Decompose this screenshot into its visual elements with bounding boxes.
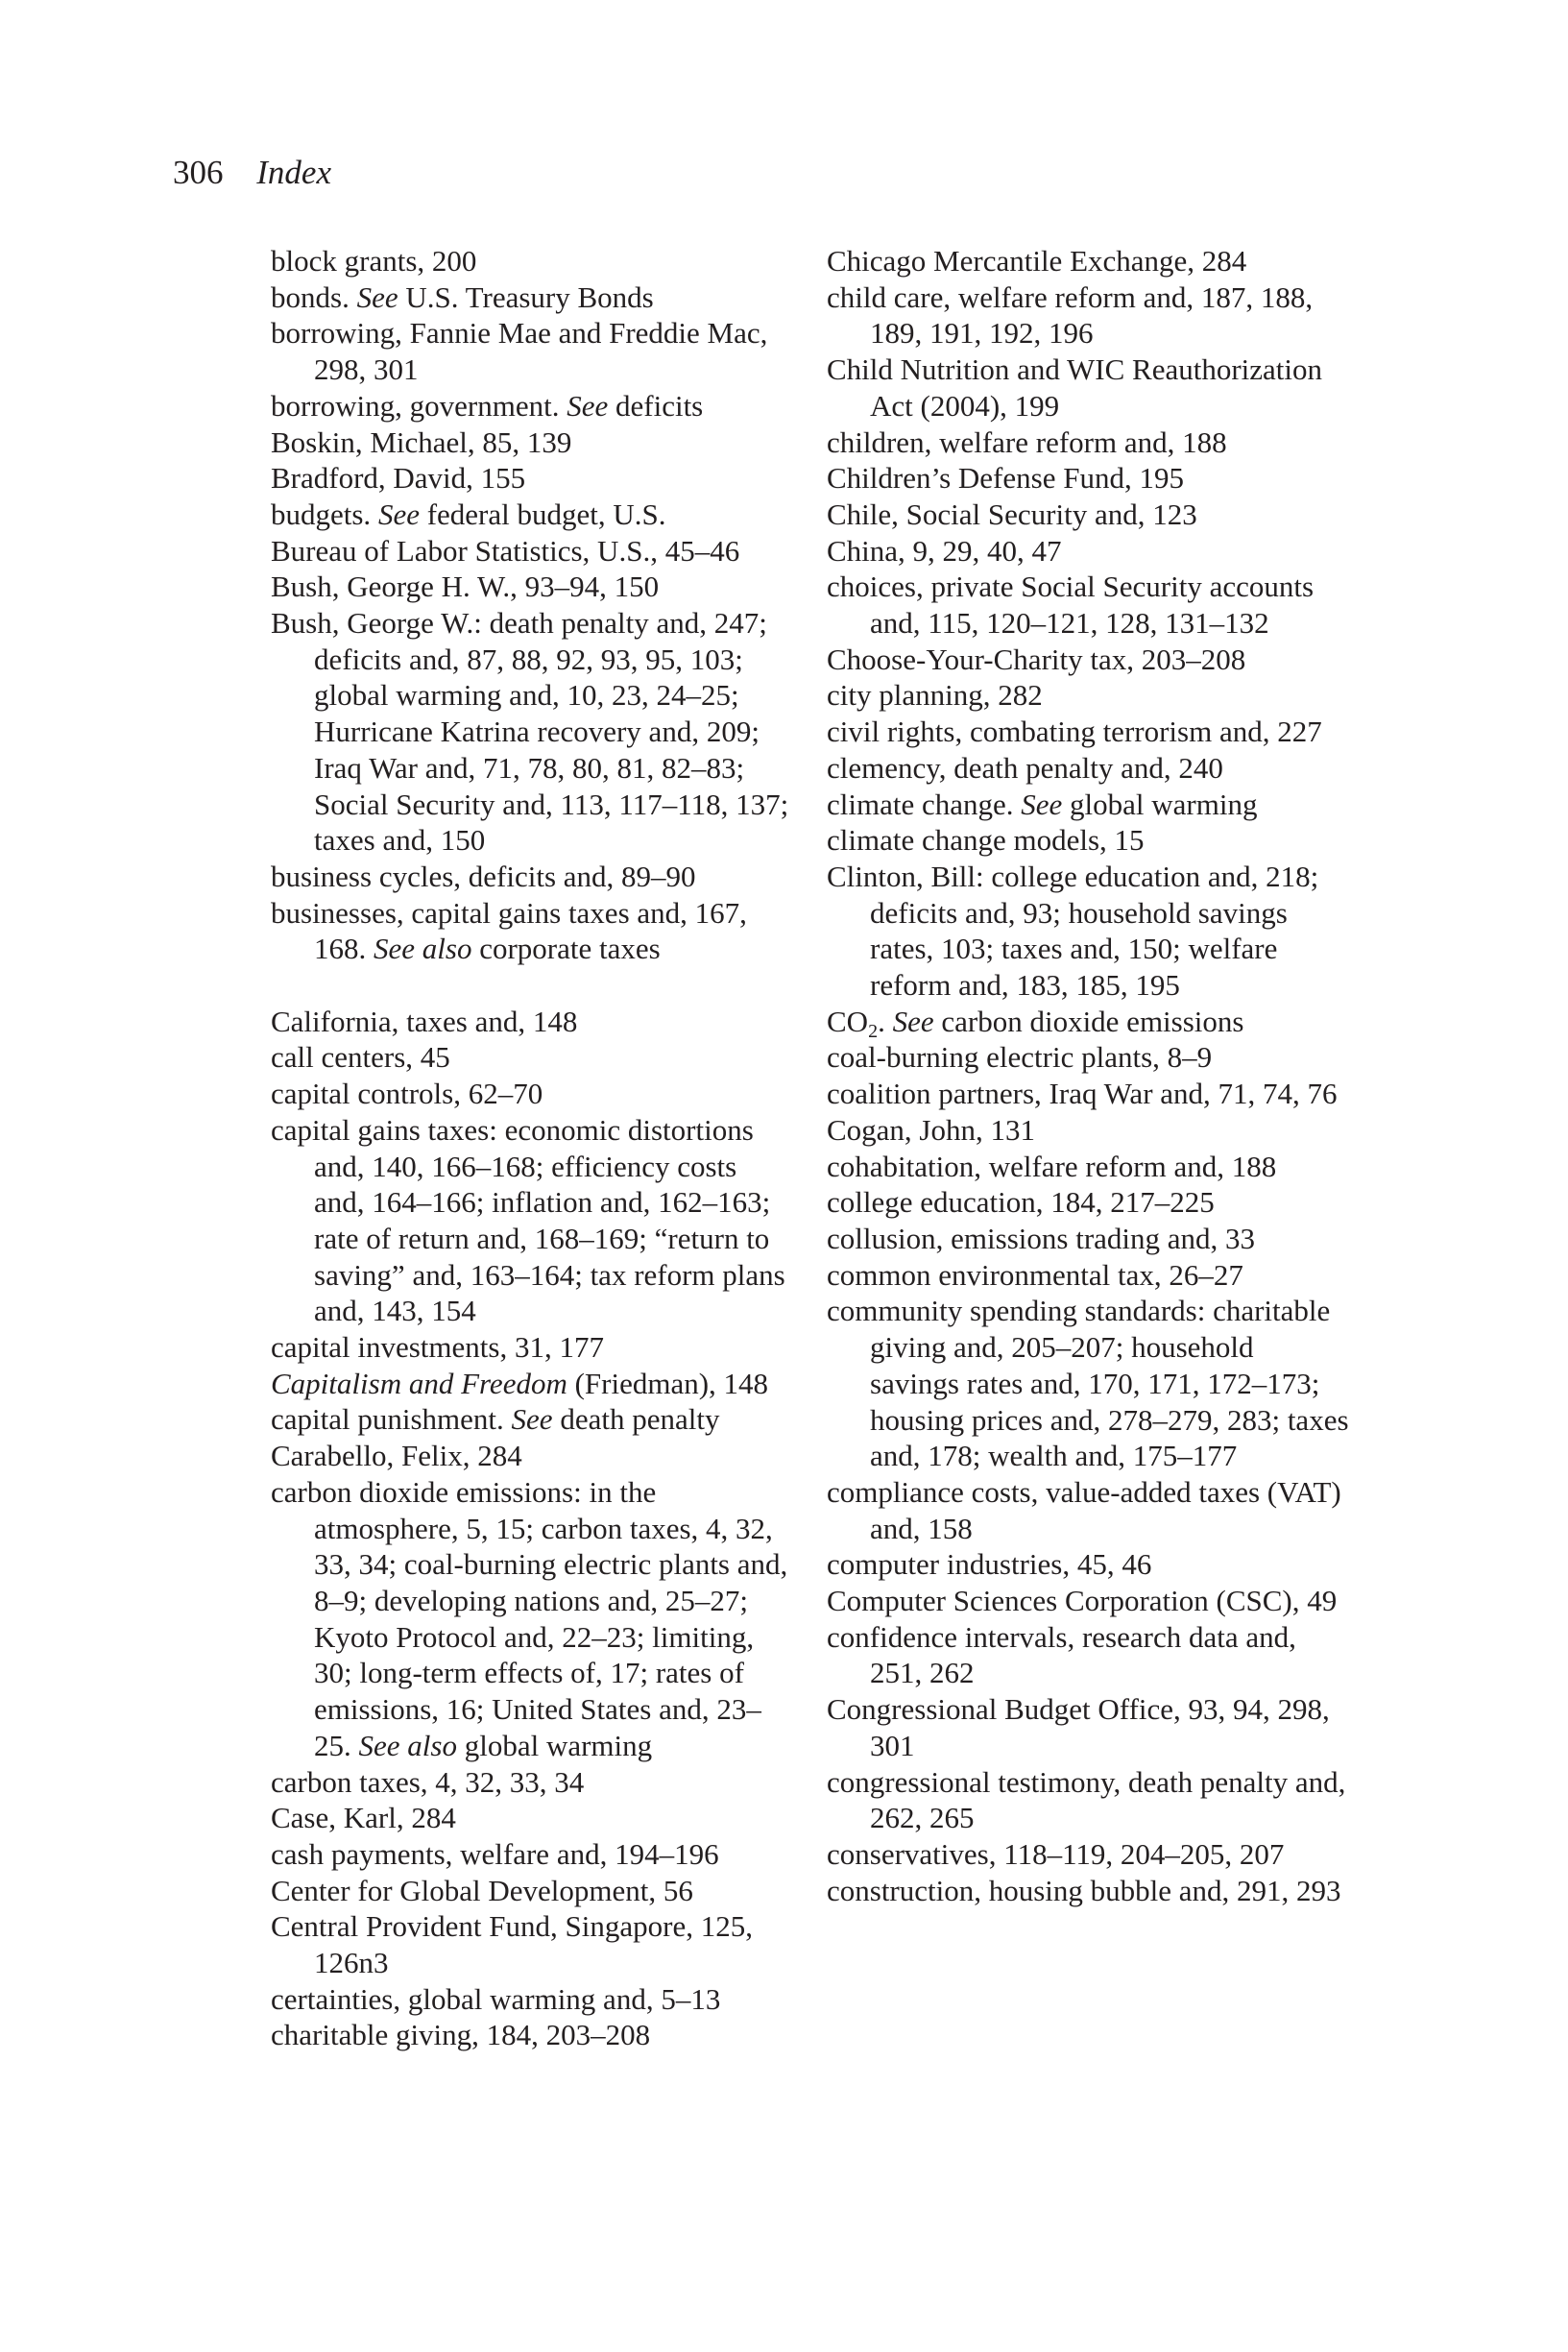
index-entry-text: climate change. [827, 787, 1022, 821]
index-entry-text: Chile, Social Security and, 123 [827, 497, 1197, 531]
index-entry-text: carbon taxes, 4, 32, 33, 34 [271, 1764, 585, 1799]
index-entry [827, 1474, 1350, 1546]
index-entry-text: carbon dioxide emissions [933, 1004, 1244, 1038]
index-entry-text: See [511, 1402, 553, 1437]
index-entry-text: computer industries, 45, 46 [827, 1547, 1152, 1582]
index-entry-text: business cycles, deficits and, 89–90 [271, 859, 696, 893]
index-entry [271, 1004, 789, 1040]
index-entry-text: Center for Global Development, 56 [271, 1873, 693, 1907]
index-entry-text: death penalty [552, 1402, 720, 1437]
index-column-left [271, 243, 789, 2053]
index-entry-text: Carabello, Felix, 284 [271, 1439, 522, 1473]
running-head-title: Index [256, 154, 331, 191]
index-entry [271, 533, 789, 570]
index-entry-text: Bush, George H. W., 93–94, 150 [271, 570, 660, 604]
index-entry-text: cohabitation, welfare reform and, 188 [827, 1149, 1277, 1183]
index-entry-text: global warming [1062, 787, 1258, 821]
index-entry [271, 1039, 789, 1076]
index-column-right [827, 243, 1350, 1908]
index-entry [827, 1221, 1350, 1257]
index-entry [827, 1691, 1350, 1763]
index-entry [271, 424, 789, 461]
index-entry [827, 1764, 1350, 1836]
index-entry [827, 1149, 1350, 1185]
index-entry-text: Bradford, David, 155 [271, 461, 526, 496]
index-entry-text: borrowing, Fannie Mae and Freddie Mac, 298, 301 [271, 316, 768, 387]
index-entry-text: (Friedman), 148 [567, 1366, 769, 1400]
index-entry-text: corporate taxes [471, 932, 661, 966]
index-entry-text: Choose-Your-Charity tax, 203–208 [827, 642, 1246, 676]
index-entry-text: congressional testimony, death penalty and, 262, 265 [827, 1764, 1346, 1835]
index-entry-text: Children’s Defense Fund, 195 [827, 461, 1184, 496]
index-entry [827, 424, 1350, 461]
index-entry-text: China, 9, 29, 40, 47 [827, 533, 1062, 568]
index-entry-text: college education, 184, 217–225 [827, 1185, 1215, 1220]
index-entry [827, 1293, 1350, 1474]
index-entry [271, 388, 789, 424]
index-entry-text: Chicago Mercantile Exchange, 284 [827, 244, 1247, 278]
index-entry [271, 1908, 789, 1980]
index-entry-text: capital investments, 31, 177 [271, 1330, 604, 1365]
index-entry [271, 1112, 789, 1329]
index-entry-text: See [1021, 787, 1063, 821]
index-entry-text: child care, welfare reform and, 187, 188, 189, 191, 192, 196 [827, 279, 1314, 351]
index-entry [827, 243, 1350, 279]
index-entry [827, 677, 1350, 714]
index-entry-text: Central Provident Fund, Singapore, 125, 126n3 [271, 1909, 753, 1980]
index-entry [827, 569, 1350, 641]
index-entry [827, 1076, 1350, 1112]
index-entry-text: conservatives, 118–119, 204–205, 207 [827, 1836, 1285, 1871]
index-entry-text: capital punishment. [271, 1402, 512, 1437]
running-head [173, 154, 331, 192]
index-entry-text: businesses, capital gains taxes and, 167, 168. [271, 895, 747, 966]
index-entry [827, 1873, 1350, 1909]
index-entry [827, 859, 1350, 1004]
index-entry-text: Computer Sciences Corporation (CSC), 49 [827, 1584, 1338, 1618]
index-entry [271, 1764, 789, 1801]
index-entry-text: Clinton, Bill: college education and, 218; deficits and, 93; household savings rates, 103; taxes and, 150; welfare reform and, 183, 185, 195 [827, 859, 1319, 1003]
index-entry [271, 859, 789, 895]
index-entry-text: Capitalism and Freedom [271, 1366, 567, 1400]
index-entry-text: Boskin, Michael, 85, 139 [271, 424, 572, 459]
index-entry [827, 1583, 1350, 1619]
index-entry-text: See also [374, 932, 472, 966]
index-entry-text: children, welfare reform and, 188 [827, 424, 1227, 459]
index-entry-text: CO [827, 1004, 869, 1038]
index-entry-text: clemency, death penalty and, 240 [827, 750, 1223, 785]
index-entry-text: cash payments, welfare and, 194–196 [271, 1836, 719, 1871]
index-entry-text: borrowing, government. [271, 388, 567, 423]
index-entry-text: deficits [608, 388, 704, 423]
index-entry [271, 1836, 789, 1873]
index-entry-text: confidence intervals, research data and, 251, 262 [827, 1619, 1296, 1690]
index-entry-text: certainties, global warming and, 5–13 [271, 1981, 721, 2016]
index-entry-text: See [356, 279, 398, 314]
index-entry [271, 1366, 789, 1402]
index-entry-text: capital controls, 62–70 [271, 1077, 543, 1111]
index-entry-text: carbon dioxide emissions: in the atmosphere, 5, 15; carbon taxes, 4, 32, 33, 34; coal-burning electric plants and, 8–9; developing nations and, 25–27; Kyoto Protocol and, 22–23; limiting, 30; long-term effects of, 17; rates of emissions, 16; United States and, 23–25. [271, 1474, 788, 1762]
index-entry [271, 1981, 789, 2018]
index-entry [827, 460, 1350, 497]
index-entry [827, 1257, 1350, 1294]
index-entry-text: community spending standards: charitable giving and, 205–207; household savings rates and, 170, 171, 172–173; housing prices and, 278–279, 283; taxes and, 178; wealth and, 175–177 [827, 1294, 1349, 1473]
index-entry [271, 1401, 789, 1438]
index-entry [271, 279, 789, 316]
index-entry [827, 714, 1350, 750]
index-entry [827, 1004, 1350, 1040]
index-entry-text: federal budget, U.S. [419, 497, 666, 531]
index-entry [827, 787, 1350, 823]
index-entry [827, 822, 1350, 859]
index-entry-text: coal-burning electric plants, 8–9 [827, 1040, 1213, 1075]
index-entry [827, 1546, 1350, 1583]
index-entry [271, 895, 789, 967]
index-entry-text: compliance costs, value-added taxes (VAT) and, 158 [827, 1474, 1341, 1545]
index-entry [271, 1076, 789, 1112]
index-entry-text: global warming [456, 1728, 653, 1762]
index-entry [271, 460, 789, 497]
index-entry [271, 1329, 789, 1366]
index-entry [827, 750, 1350, 787]
index-entry-text: . [878, 1004, 893, 1038]
index-entry-text: Child Nutrition and WIC Reauthorization Act (2004), 199 [827, 352, 1323, 423]
index-entry-text: climate change models, 15 [827, 823, 1145, 858]
page-number: 306 [173, 154, 224, 191]
index-entry [271, 243, 789, 279]
index-entry-text: Congressional Budget Office, 93, 94, 298, 301 [827, 1692, 1330, 1762]
index-entry-text: See [377, 497, 420, 531]
index-entry [271, 315, 789, 387]
index-entry-text: Cogan, John, 131 [827, 1112, 1035, 1147]
index-entry [827, 352, 1350, 424]
index-entry [827, 1112, 1350, 1149]
index-entry-text: U.S. Treasury Bonds [398, 279, 654, 314]
index-entry [827, 533, 1350, 570]
index-entry-text: See also [358, 1728, 457, 1762]
index-entry-text: collusion, emissions trading and, 33 [827, 1221, 1256, 1255]
index-entry-text: coalition partners, Iraq War and, 71, 74, 76 [827, 1077, 1338, 1111]
index-entry [271, 1800, 789, 1836]
index-entry-text: city planning, 282 [827, 678, 1043, 713]
index-entry-text: choices, private Social Security accounts and, 115, 120–121, 128, 131–132 [827, 570, 1315, 641]
index-entry [827, 1039, 1350, 1076]
index-entry [827, 642, 1350, 678]
index-entry-text: Bureau of Labor Statistics, U.S., 45–46 [271, 533, 740, 568]
index-entry [827, 279, 1350, 352]
index-entry-text: 2 [868, 1020, 879, 1042]
index-entry-text: Bush, George W.: death penalty and, 247; deficits and, 87, 88, 92, 93, 95, 103; global warming and, 10, 23, 24–25; Hurricane Katrina recovery and, 209; Iraq War and, 71, 78, 80, 81, 82–83; Social Security and, 113, 117–118, 137; taxes and, 150 [271, 606, 789, 858]
index-entry-text: See [567, 388, 609, 423]
index-entry [271, 497, 789, 533]
index-entry-text: block grants, 200 [271, 244, 477, 278]
index-entry-text: Case, Karl, 284 [271, 1801, 456, 1835]
index-entry-text: capital gains taxes: economic distortions and, 140, 166–168; efficiency costs and, 164–166; inflation and, 162–163; rate of return and, 168–169; “return to saving” and, 163–164; tax reform plans and, 143, 154 [271, 1112, 785, 1328]
index-entry [827, 497, 1350, 533]
index-entry-text: call centers, 45 [271, 1040, 450, 1075]
index-entry [271, 605, 789, 859]
index-entry [271, 569, 789, 605]
index-entry-text: bonds. [271, 279, 357, 314]
index-entry-text: See [892, 1004, 934, 1038]
index-entry [271, 1474, 789, 1764]
index-entry-text: budgets. [271, 497, 378, 531]
index-entry-text: charitable giving, 184, 203–208 [271, 2018, 651, 2052]
index-entry-text: California, taxes and, 148 [271, 1004, 578, 1038]
index-entry-text: common environmental tax, 26–27 [827, 1257, 1243, 1292]
index-entry [271, 1873, 789, 1909]
index-entry [827, 1836, 1350, 1873]
index-entry [271, 2017, 789, 2053]
index-entry-text: civil rights, combating terrorism and, 227 [827, 715, 1322, 749]
index-entry [827, 1184, 1350, 1221]
index-entry [271, 1438, 789, 1474]
index-entry [827, 1619, 1350, 1691]
index-entry-text: construction, housing bubble and, 291, 293 [827, 1873, 1341, 1907]
